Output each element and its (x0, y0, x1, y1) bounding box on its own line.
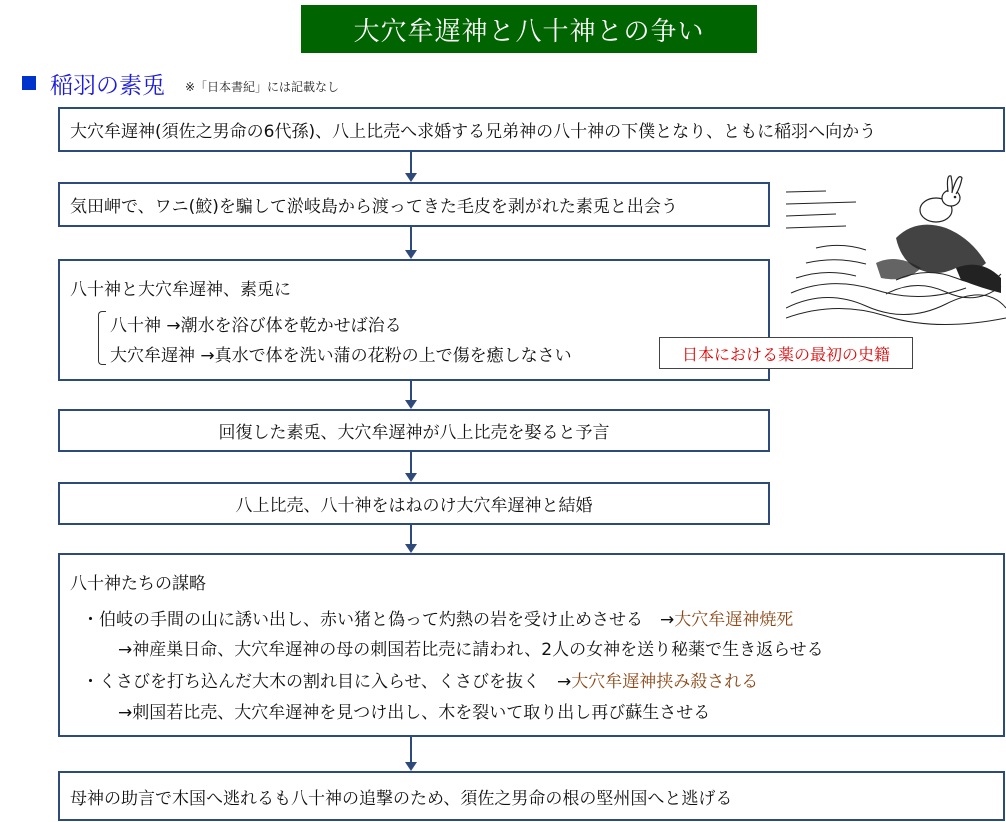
step-3-line-2: 大穴牟遅神 →真水で体を洗い蒲の花粉の上で傷を癒しなさい (110, 346, 572, 366)
arrow-2-3 (410, 227, 412, 251)
step-2-box (58, 182, 770, 227)
plot-2-sub: →刺国若比売、大穴牟遅神を見つけ出し、木を裂いて取り出し再び蘇生させる (118, 703, 711, 723)
arrow-4-5 (410, 452, 412, 474)
plot-1-result: 大穴牟遅神焼死 (674, 610, 794, 630)
step-4-text: 回復した素兎、大穴牟遅神が八上比売を娶ると予言 (218, 423, 610, 443)
step-6-heading: 八十神たちの謀略 (70, 574, 206, 594)
step-5-box (58, 482, 770, 525)
step-3-intro: 八十神と大穴牟遅神、素兎に (70, 280, 291, 300)
step-3-line-1: 八十神 →潮水を浴び体を乾かせば治る (110, 316, 402, 336)
step-7-box (58, 771, 1005, 821)
plot-2-text: ・くさびを打ち込んだ大木の割れ目に入らせ、くさびを抜く → (82, 672, 572, 692)
section-title: 稲羽の素兎 (50, 72, 165, 99)
step-1-box (58, 107, 1005, 152)
section-note: ※「日本書紀」には記載なし (185, 79, 340, 94)
plot-2 (82, 667, 758, 692)
plot-1-sub: →神産巣日命、大穴牟遅神の母の刺国若比売に請われ、2人の女神を送り秘薬で生き返らせる (118, 640, 824, 660)
callout-note: 日本における薬の最初の史籍 (659, 337, 913, 369)
plot-2-result: 大穴牟遅神挟み殺される (571, 672, 759, 692)
bullet-square-icon (22, 76, 36, 90)
step-6-box (58, 553, 1005, 737)
plot-1 (82, 605, 793, 630)
arrow-3-4 (410, 381, 412, 401)
rabbit-illustration (786, 168, 1006, 328)
arrow-6-7 (410, 737, 412, 763)
page-title: 大穴牟遅神と八十神との争い (301, 5, 757, 53)
brace-bracket (98, 311, 106, 365)
arrow-5-6 (410, 525, 412, 545)
step-2-text: 気田岬で、ワニ(鮫)を騙して淤岐島から渡ってきた毛皮を剥がれた素兎と出会う (70, 197, 678, 217)
step-1-text: 大穴牟遅神(須佐之男命の6代孫)、八上比売へ求婚する兄弟神の八十神の下僕となり、ともに稲羽へ向かう (70, 122, 877, 142)
plot-1-text: ・伯岐の手間の山に誘い出し、赤い猪と偽って灼熱の岩を受け止めさせる → (82, 610, 675, 630)
step-7-text: 母神の助言で木国へ逃れるも八十神の追撃のため、須佐之男命の根の堅州国へと逃げる (70, 788, 733, 809)
step-4-box (58, 409, 770, 452)
arrow-1-2 (410, 152, 412, 174)
step-5-text: 八上比売、八十神をはねのけ大穴牟遅神と結婚 (235, 496, 593, 516)
section-header (22, 66, 339, 100)
